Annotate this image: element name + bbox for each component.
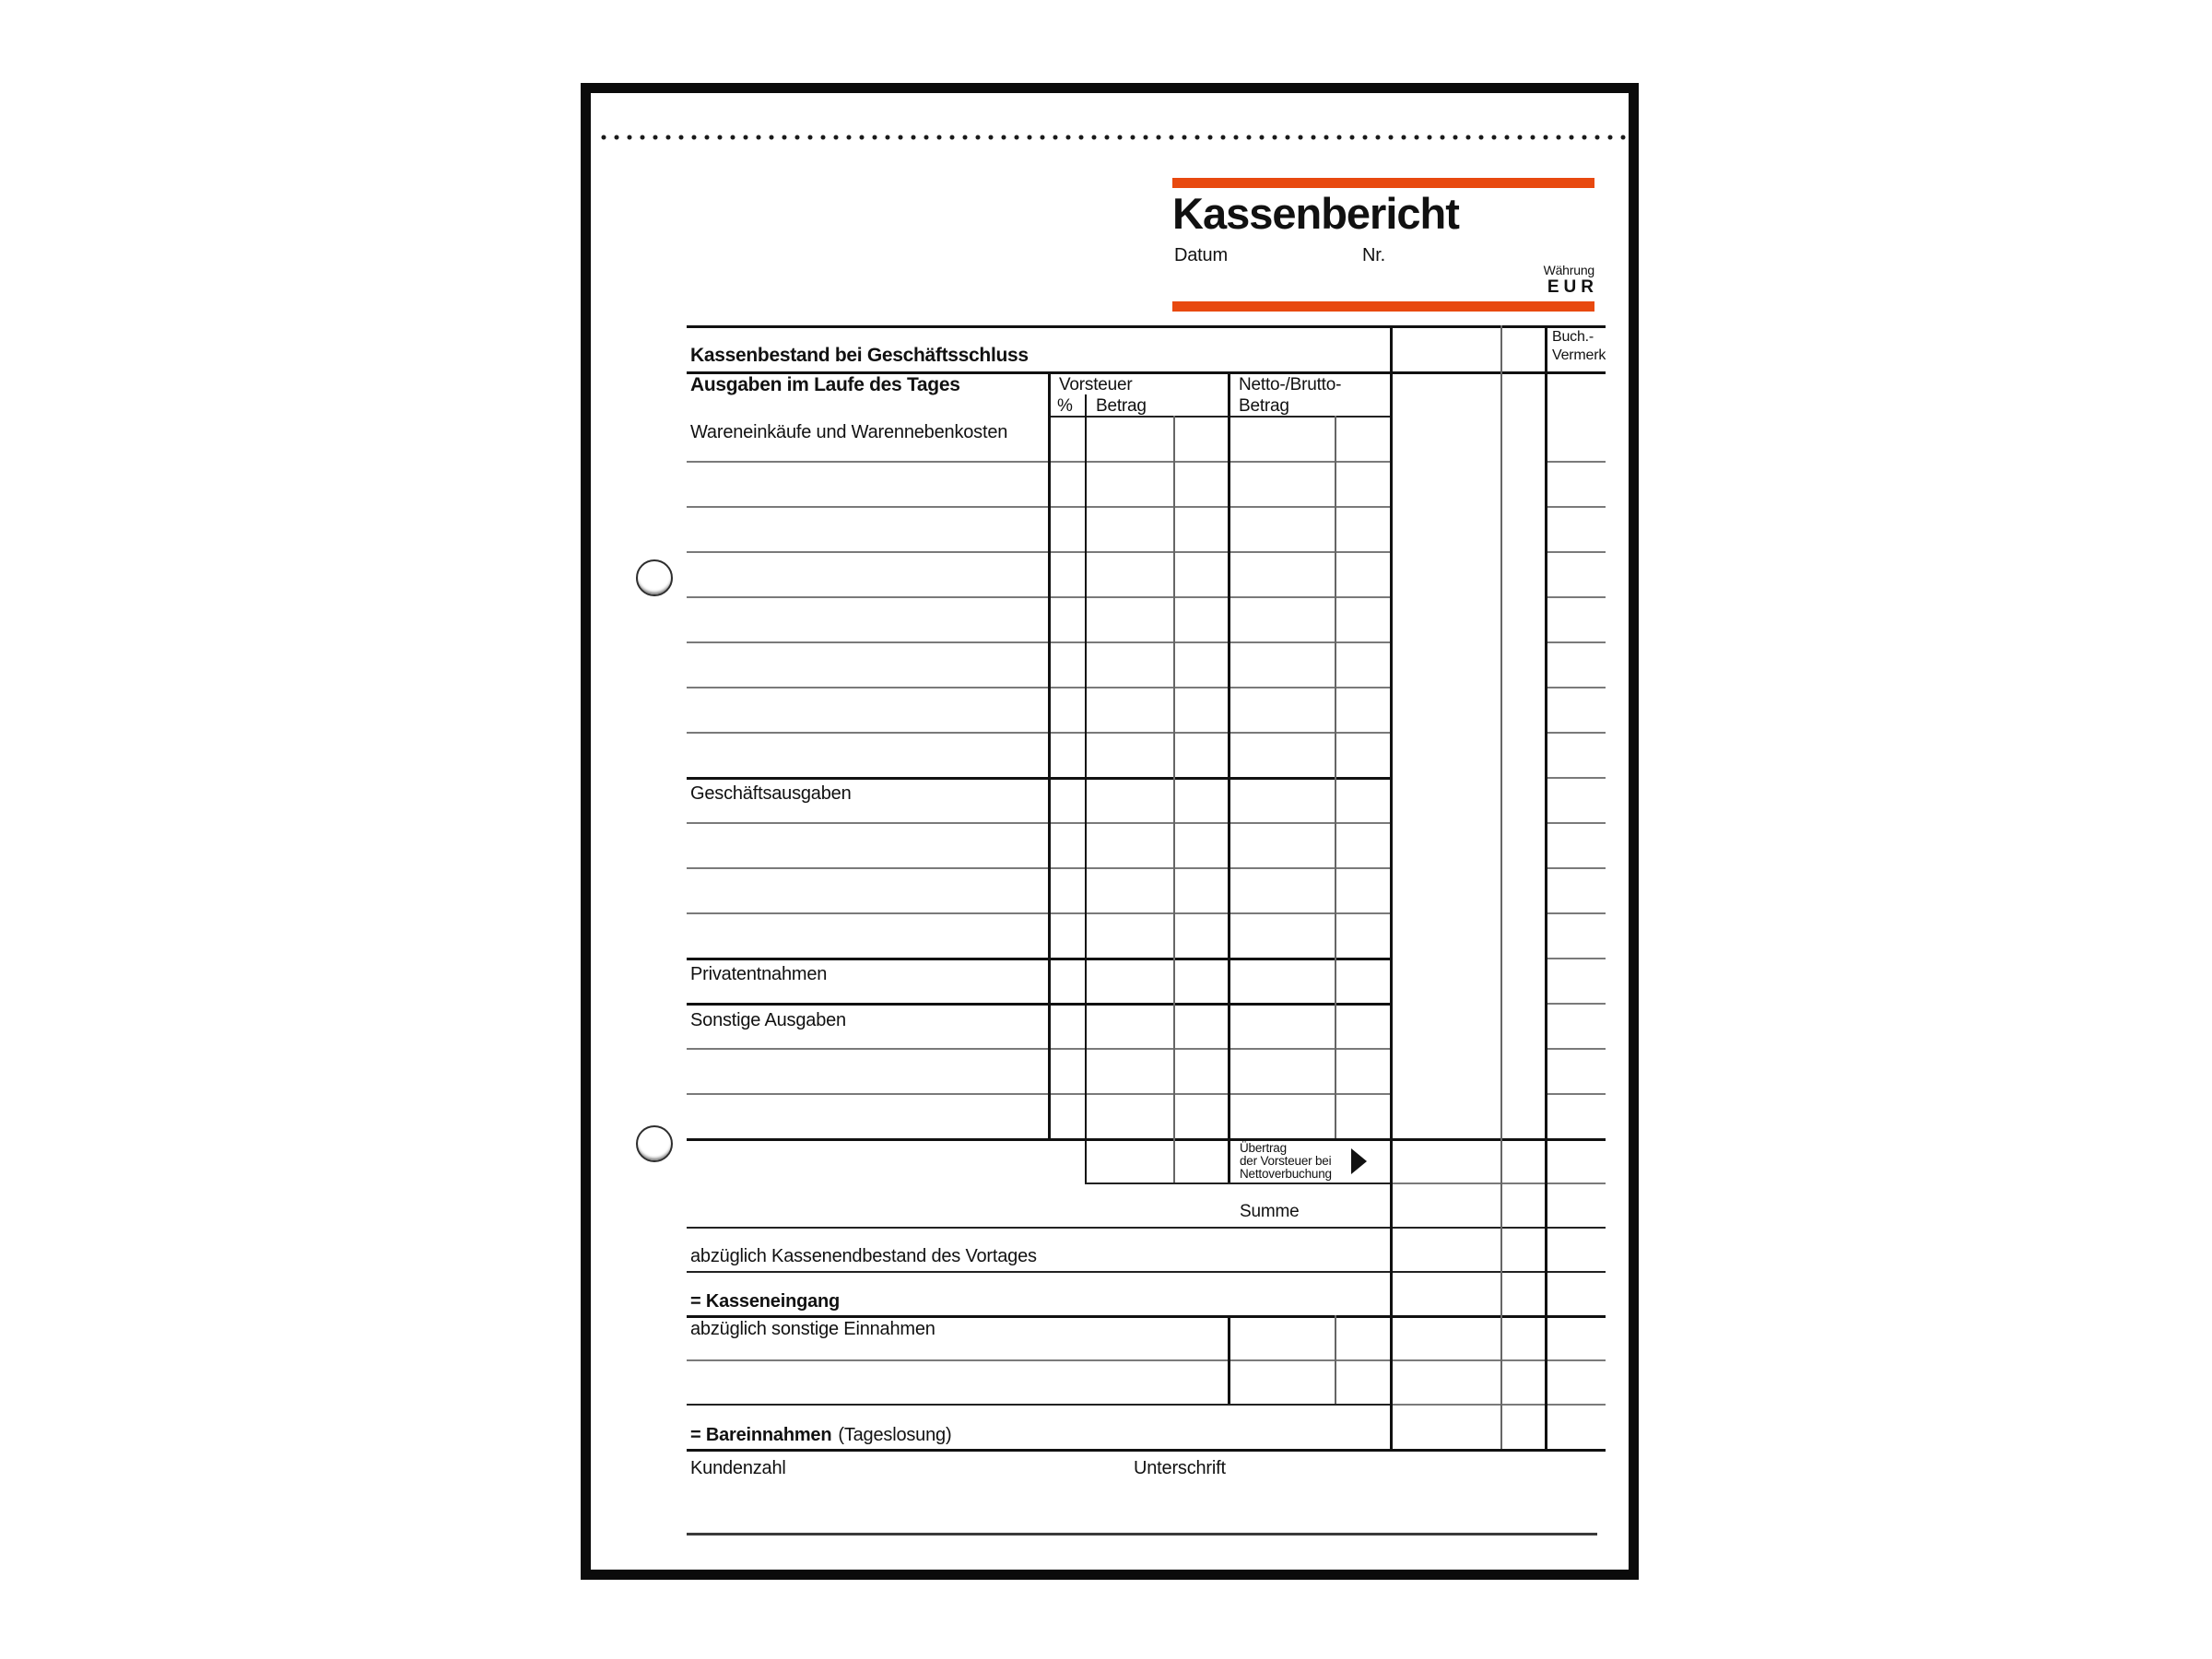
grid-line xyxy=(1500,325,1502,1449)
section-label-geschaeftsausgaben: Geschäftsausgaben xyxy=(690,783,852,804)
grid-line xyxy=(687,1359,1606,1361)
grid-line xyxy=(1173,416,1175,1182)
grid-line xyxy=(687,1227,1606,1229)
grid-line xyxy=(687,1138,1606,1141)
grid-line xyxy=(1545,506,1606,508)
uebertrag-note-line1: Übertrag xyxy=(1240,1141,1287,1155)
column-header-percent: % xyxy=(1057,396,1073,416)
grid-line xyxy=(1335,416,1336,1138)
grid-line xyxy=(1545,325,1547,1449)
grid-line xyxy=(687,596,1390,598)
accent-bar-bottom xyxy=(1172,301,1594,312)
punch-hole-bottom xyxy=(636,1125,673,1162)
grid-line xyxy=(1545,641,1606,643)
grid-line xyxy=(687,1449,1606,1452)
perforation-dotted-line xyxy=(597,135,1628,140)
unterschrift-label: Unterschrift xyxy=(1134,1458,1226,1478)
section-label-ausgaben: Ausgaben im Laufe des Tages xyxy=(690,374,960,395)
uebertrag-note-line2: der Vorsteuer bei xyxy=(1240,1154,1332,1168)
row-label-bareinnahmen xyxy=(690,1425,951,1446)
currency-value: EUR xyxy=(1547,277,1598,297)
grid-line xyxy=(687,506,1390,508)
grid-line xyxy=(1545,1048,1606,1050)
grid-line xyxy=(1545,822,1606,824)
grid-line xyxy=(1390,325,1393,1449)
grid-line xyxy=(1228,1315,1230,1404)
grid-line xyxy=(1545,867,1606,869)
buch-vermerk-header-line1: Buch.- xyxy=(1552,329,1594,345)
grid-line xyxy=(687,958,1390,960)
bareinnahmen-suffix-text: (Tageslosung) xyxy=(838,1425,952,1445)
summe-label: Summe xyxy=(1240,1202,1300,1221)
column-header-vorsteuer: Vorsteuer xyxy=(1059,375,1133,394)
signature-line xyxy=(687,1533,1597,1535)
grid-line xyxy=(687,822,1390,824)
grid-line xyxy=(687,732,1390,734)
grid-line xyxy=(1545,551,1606,553)
grid-line xyxy=(687,1404,1390,1406)
grid-line xyxy=(687,687,1390,688)
grid-line xyxy=(1048,371,1051,1138)
grid-line xyxy=(687,1048,1390,1050)
grid-line xyxy=(687,867,1390,869)
currency-caption: Währung xyxy=(1543,263,1594,277)
grid-line xyxy=(1085,1182,1390,1184)
uebertrag-note-line3: Nettoverbuchung xyxy=(1240,1167,1332,1181)
grid-line xyxy=(1545,1093,1606,1095)
grid-line xyxy=(1545,1003,1606,1005)
punch-hole-top xyxy=(636,559,673,596)
column-header-netto-brutto-betrag: Betrag xyxy=(1239,396,1289,416)
row-label-abzueglich-sonstige: abzüglich sonstige Einnahmen xyxy=(690,1319,935,1339)
grid-line xyxy=(687,551,1390,553)
column-header-netto-brutto: Netto-/Brutto- xyxy=(1239,375,1342,394)
grid-line xyxy=(1390,1182,1606,1184)
arrow-right-icon xyxy=(1351,1148,1367,1174)
date-label: Datum xyxy=(1174,245,1228,265)
grid-line xyxy=(687,1093,1390,1095)
bareinnahmen-bold-text: = Bareinnahmen xyxy=(690,1425,832,1445)
section-label-wareneinkaeufe: Wareneinkäufe und Warennebenkosten xyxy=(690,422,1008,442)
grid-line xyxy=(1390,1404,1606,1406)
row-label-kassenbestand: Kassenbestand bei Geschäftsschluss xyxy=(690,345,1029,366)
grid-line xyxy=(687,1271,1606,1273)
section-label-sonstige-ausgaben: Sonstige Ausgaben xyxy=(690,1010,846,1030)
buch-vermerk-header-line2: Vermerk xyxy=(1552,347,1606,363)
grid-line xyxy=(1545,596,1606,598)
number-label: Nr. xyxy=(1362,245,1385,265)
grid-line xyxy=(1085,394,1087,1182)
grid-line xyxy=(1545,687,1606,688)
row-label-abzueglich-kassenendbestand: abzüglich Kassenendbestand des Vortages xyxy=(690,1246,1037,1266)
grid-line xyxy=(1545,958,1606,959)
grid-line xyxy=(687,641,1390,643)
grid-line xyxy=(1228,371,1230,1182)
grid-line xyxy=(1545,777,1606,779)
kundenzahl-label: Kundenzahl xyxy=(690,1458,786,1478)
form-title: Kassenbericht xyxy=(1172,189,1459,238)
grid-line xyxy=(1545,912,1606,914)
grid-line xyxy=(687,912,1390,914)
grid-line xyxy=(687,777,1390,780)
grid-line xyxy=(1545,461,1606,463)
grid-line xyxy=(1335,1315,1336,1404)
grid-line xyxy=(1545,732,1606,734)
section-label-privatentnahmen: Privatentnahmen xyxy=(690,964,828,984)
grid-line xyxy=(687,1003,1390,1006)
accent-bar-top xyxy=(1172,178,1594,188)
column-header-betrag: Betrag xyxy=(1096,396,1147,416)
grid-line xyxy=(687,325,1606,328)
grid-line xyxy=(687,461,1390,463)
grid-line xyxy=(687,1315,1606,1318)
row-label-kasseneingang: = Kasseneingang xyxy=(690,1291,841,1312)
